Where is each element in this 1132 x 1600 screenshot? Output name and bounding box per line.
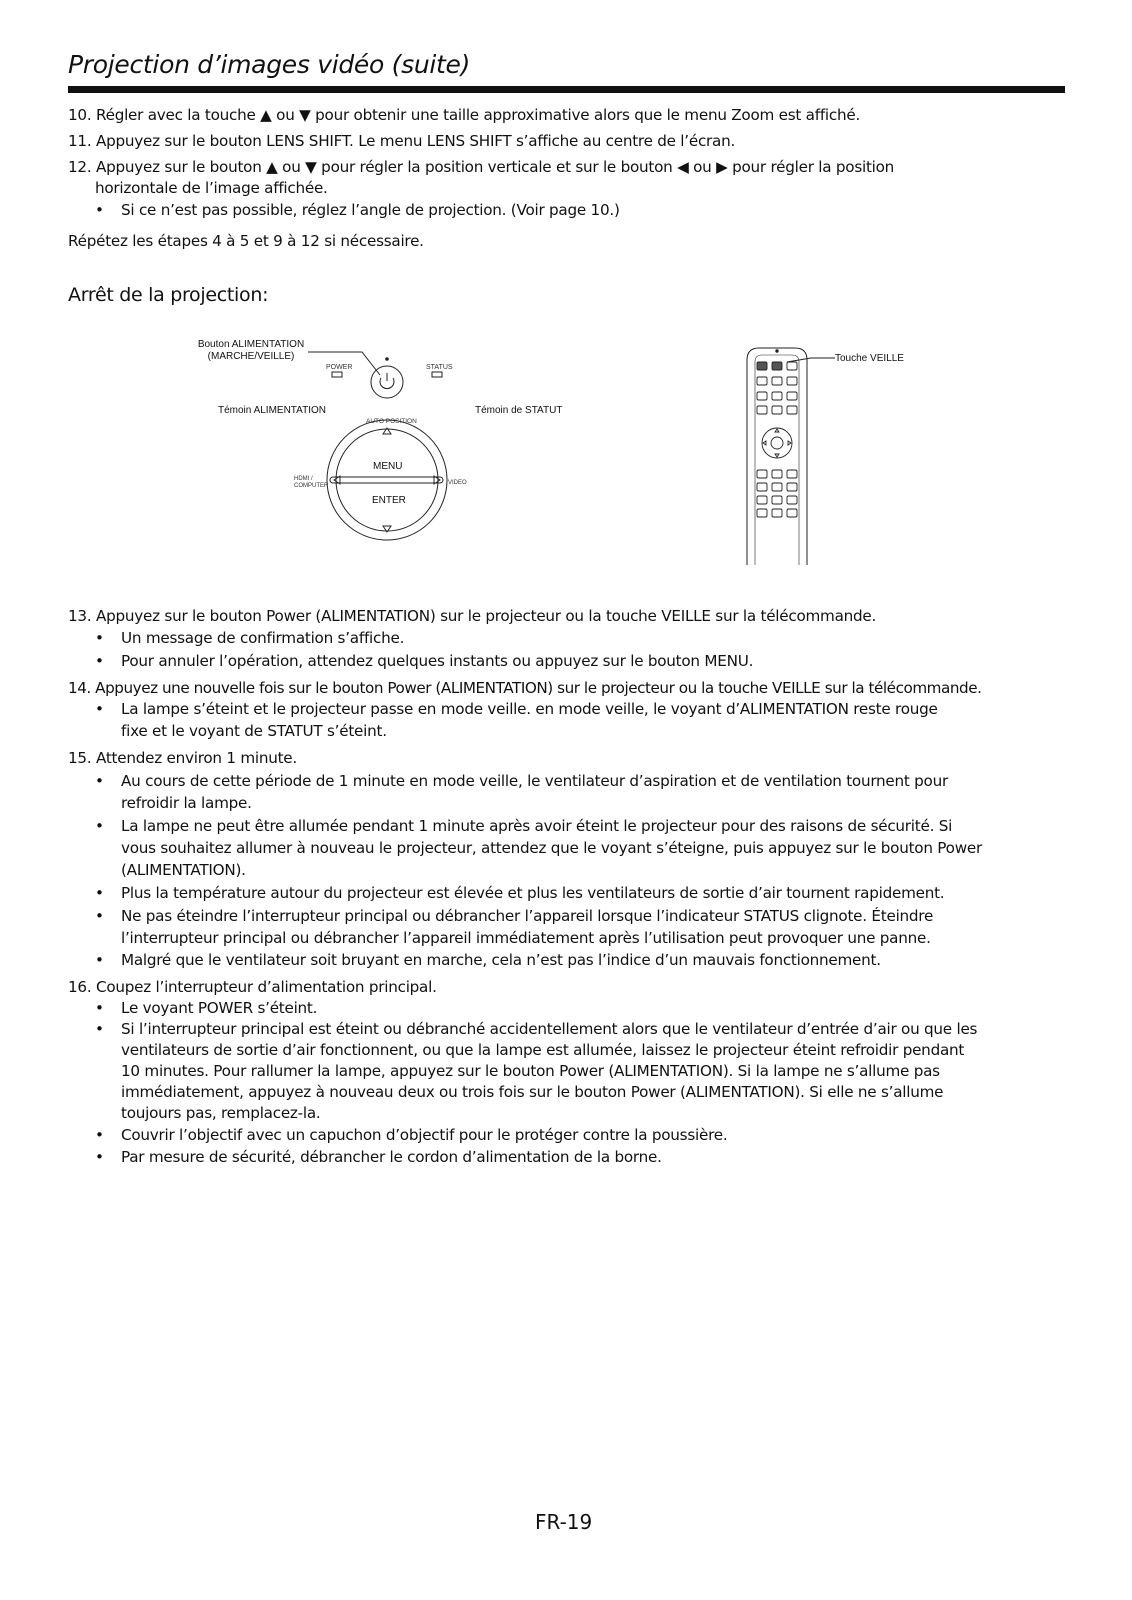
standby-key-label: Touche VEILLE: [835, 353, 904, 364]
repeat-note: Répétez les étapes 4 à 5 et 9 à 12 si nécessaire.: [68, 232, 424, 250]
status-led-label: STATUS: [426, 364, 453, 371]
status-indicator-label: Témoin de STATUT: [475, 405, 563, 416]
remote-key: [772, 362, 782, 370]
status-led: [432, 372, 442, 377]
step-14: 14. Appuyez une nouvelle fois sur le bouton Power (ALIMENTATION) sur le projecteur ou la touche VEILLE sur la télécommande.: [68, 679, 982, 697]
step-15-note-2-cont: vous souhaitez allumer à nouveau le projecteur, attendez que le voyant s’éteigne, puis appuyez sur le bouton Power: [121, 839, 982, 857]
remote-key: [757, 377, 767, 385]
power-button: [371, 366, 403, 398]
remote-key: [757, 483, 767, 491]
remote-key: [787, 392, 797, 400]
step-16-note-2-cont: 10 minutes. Pour rallumer la lampe, appuyez sur le bouton Power (ALIMENTATION). Si la lampe ne s’allume pas: [121, 1062, 940, 1080]
remote-key: [787, 377, 797, 385]
remote-key: [757, 509, 767, 517]
step-15-note-2: La lampe ne peut être allumée pendant 1 minute après avoir éteint le projecteur pour des raisons de sécurité. Si: [121, 817, 953, 835]
bullet: •: [95, 817, 104, 835]
step-10: 10. Régler avec la touche ▲ ou ▼ pour obtenir une taille approximative alors que le menu Zoom est affiché.: [68, 106, 861, 124]
remote-control-figure: [735, 340, 935, 565]
step-12-note: Si ce n’est pas possible, réglez l’angle de projection. (Voir page 10.): [121, 201, 620, 219]
step-16-note-2-cont: toujours pas, remplacez-la.: [121, 1104, 321, 1122]
power-button-label: Bouton ALIMENTATION: [197, 339, 305, 350]
page-title: Projection d’images vidéo (suite): [68, 50, 471, 79]
remote-key: [787, 362, 797, 370]
bullet: •: [95, 629, 104, 647]
remote-key: [787, 406, 797, 414]
hdmi-label: HDMI /: [294, 476, 313, 482]
bullet: •: [95, 1126, 104, 1144]
step-16-note-2-cont: ventilateurs de sortie d’air fonctionnent, ou que la lampe est allumée, laissez le projecteur éteint refroidir pendant: [121, 1041, 965, 1059]
remote-key: [757, 496, 767, 504]
step-13-note-1: Un message de confirmation s’affiche.: [121, 629, 405, 647]
power-button-sublabel: (MARCHE/VEILLE): [207, 351, 295, 362]
step-12-cont: horizontale de l’image affichée.: [95, 179, 328, 197]
remote-key: [772, 392, 782, 400]
menu-label: MENU: [373, 461, 403, 472]
remote-key: [772, 406, 782, 414]
bullet: •: [95, 951, 104, 969]
step-15-note-3: Plus la température autour du projecteur est élevée et plus les ventilateurs de sortie d’air tournent rapidement.: [121, 884, 945, 902]
bullet: •: [95, 201, 104, 219]
step-16-note-4: Par mesure de sécurité, débrancher le cordon d’alimentation de la borne.: [121, 1148, 662, 1166]
remote-key: [757, 470, 767, 478]
step-13: 13. Appuyez sur le bouton Power (ALIMENTATION) sur le projecteur ou la touche VEILLE sur la télécommande.: [68, 607, 877, 625]
remote-key: [787, 496, 797, 504]
power-led: [332, 372, 342, 377]
bullet: •: [95, 652, 104, 670]
step-15-note-5: Malgré que le ventilateur soit bruyant en marche, cela n’est pas l’indice d’un mauvais fonctionnement.: [121, 951, 881, 969]
power-led-label: POWER: [326, 364, 353, 371]
remote-key: [787, 483, 797, 491]
step-15-note-1-cont: refroidir la lampe.: [121, 794, 252, 812]
bullet: •: [95, 1020, 104, 1038]
enter-label: ENTER: [372, 495, 406, 506]
control-panel-figure: [180, 330, 600, 560]
step-16: 16. Coupez l’interrupteur d’alimentation principal.: [68, 978, 437, 996]
step-14-note-cont: fixe et le voyant de STATUT s’éteint.: [121, 722, 387, 740]
remote-key: [757, 406, 767, 414]
bullet: •: [95, 700, 104, 718]
power-indicator-label: Témoin ALIMENTATION: [218, 405, 326, 416]
remote-key: [757, 362, 767, 370]
bullet: •: [95, 772, 104, 790]
step-15: 15. Attendez environ 1 minute.: [68, 749, 297, 767]
bullet: •: [95, 1148, 104, 1166]
step-16-note-2: Si l’interrupteur principal est éteint ou débranché accidentellement alors que le ventilateur d’entrée d’air ou que les: [121, 1020, 978, 1038]
remote-key: [772, 377, 782, 385]
step-15-note-2-cont: (ALIMENTATION).: [121, 861, 246, 879]
remote-key: [772, 470, 782, 478]
bullet: •: [95, 884, 104, 902]
step-14-note: La lampe s’éteint et le projecteur passe en mode veille. en mode veille, le voyant d’ALIMENTATION reste rouge: [121, 700, 938, 718]
step-15-note-1: Au cours de cette période de 1 minute en mode veille, le ventilateur d’aspiration et de ventilation tournent pour: [121, 772, 948, 790]
remote-key: [757, 392, 767, 400]
auto-position-label: AUTO POSITION: [366, 418, 417, 425]
step-16-note-3: Couvrir l’objectif avec un capuchon d’objectif pour le protéger contre la poussière.: [121, 1126, 728, 1144]
remote-key: [772, 496, 782, 504]
remote-key: [772, 483, 782, 491]
video-label: VIDEO: [448, 480, 467, 486]
step-15-note-4-cont: l’interrupteur principal ou débrancher l’appareil immédiatement après l’utilisation peut provoquer une panne.: [121, 929, 931, 947]
remote-key: [787, 509, 797, 517]
step-16-note-1: Le voyant POWER s’éteint.: [121, 999, 318, 1017]
step-12: 12. Appuyez sur le bouton ▲ ou ▼ pour régler la position verticale et sur le bouton ◀ ou ▶ pour régler la position: [68, 158, 895, 176]
computer-label: COMPUTER: [294, 483, 329, 489]
title-rule: [68, 86, 1065, 93]
step-13-note-2: Pour annuler l’opération, attendez quelques instants ou appuyez sur le bouton MENU.: [121, 652, 754, 670]
remote-key: [772, 509, 782, 517]
step-16-note-2-cont: immédiatement, appuyez à nouveau deux ou trois fois sur le bouton Power (ALIMENTATION). Si elle ne s’allume: [121, 1083, 944, 1101]
page-number: FR-19: [535, 1510, 593, 1534]
remote-key: [787, 470, 797, 478]
section-heading: Arrêt de la projection:: [68, 284, 269, 306]
bullet: •: [95, 999, 104, 1017]
bullet: •: [95, 907, 104, 925]
step-11: 11. Appuyez sur le bouton LENS SHIFT. Le menu LENS SHIFT s’affiche au centre de l’écran.: [68, 132, 736, 150]
step-15-note-4: Ne pas éteindre l’interrupteur principal ou débrancher l’appareil lorsque l’indicateur STATUS clignote. Éteindre: [121, 907, 934, 925]
